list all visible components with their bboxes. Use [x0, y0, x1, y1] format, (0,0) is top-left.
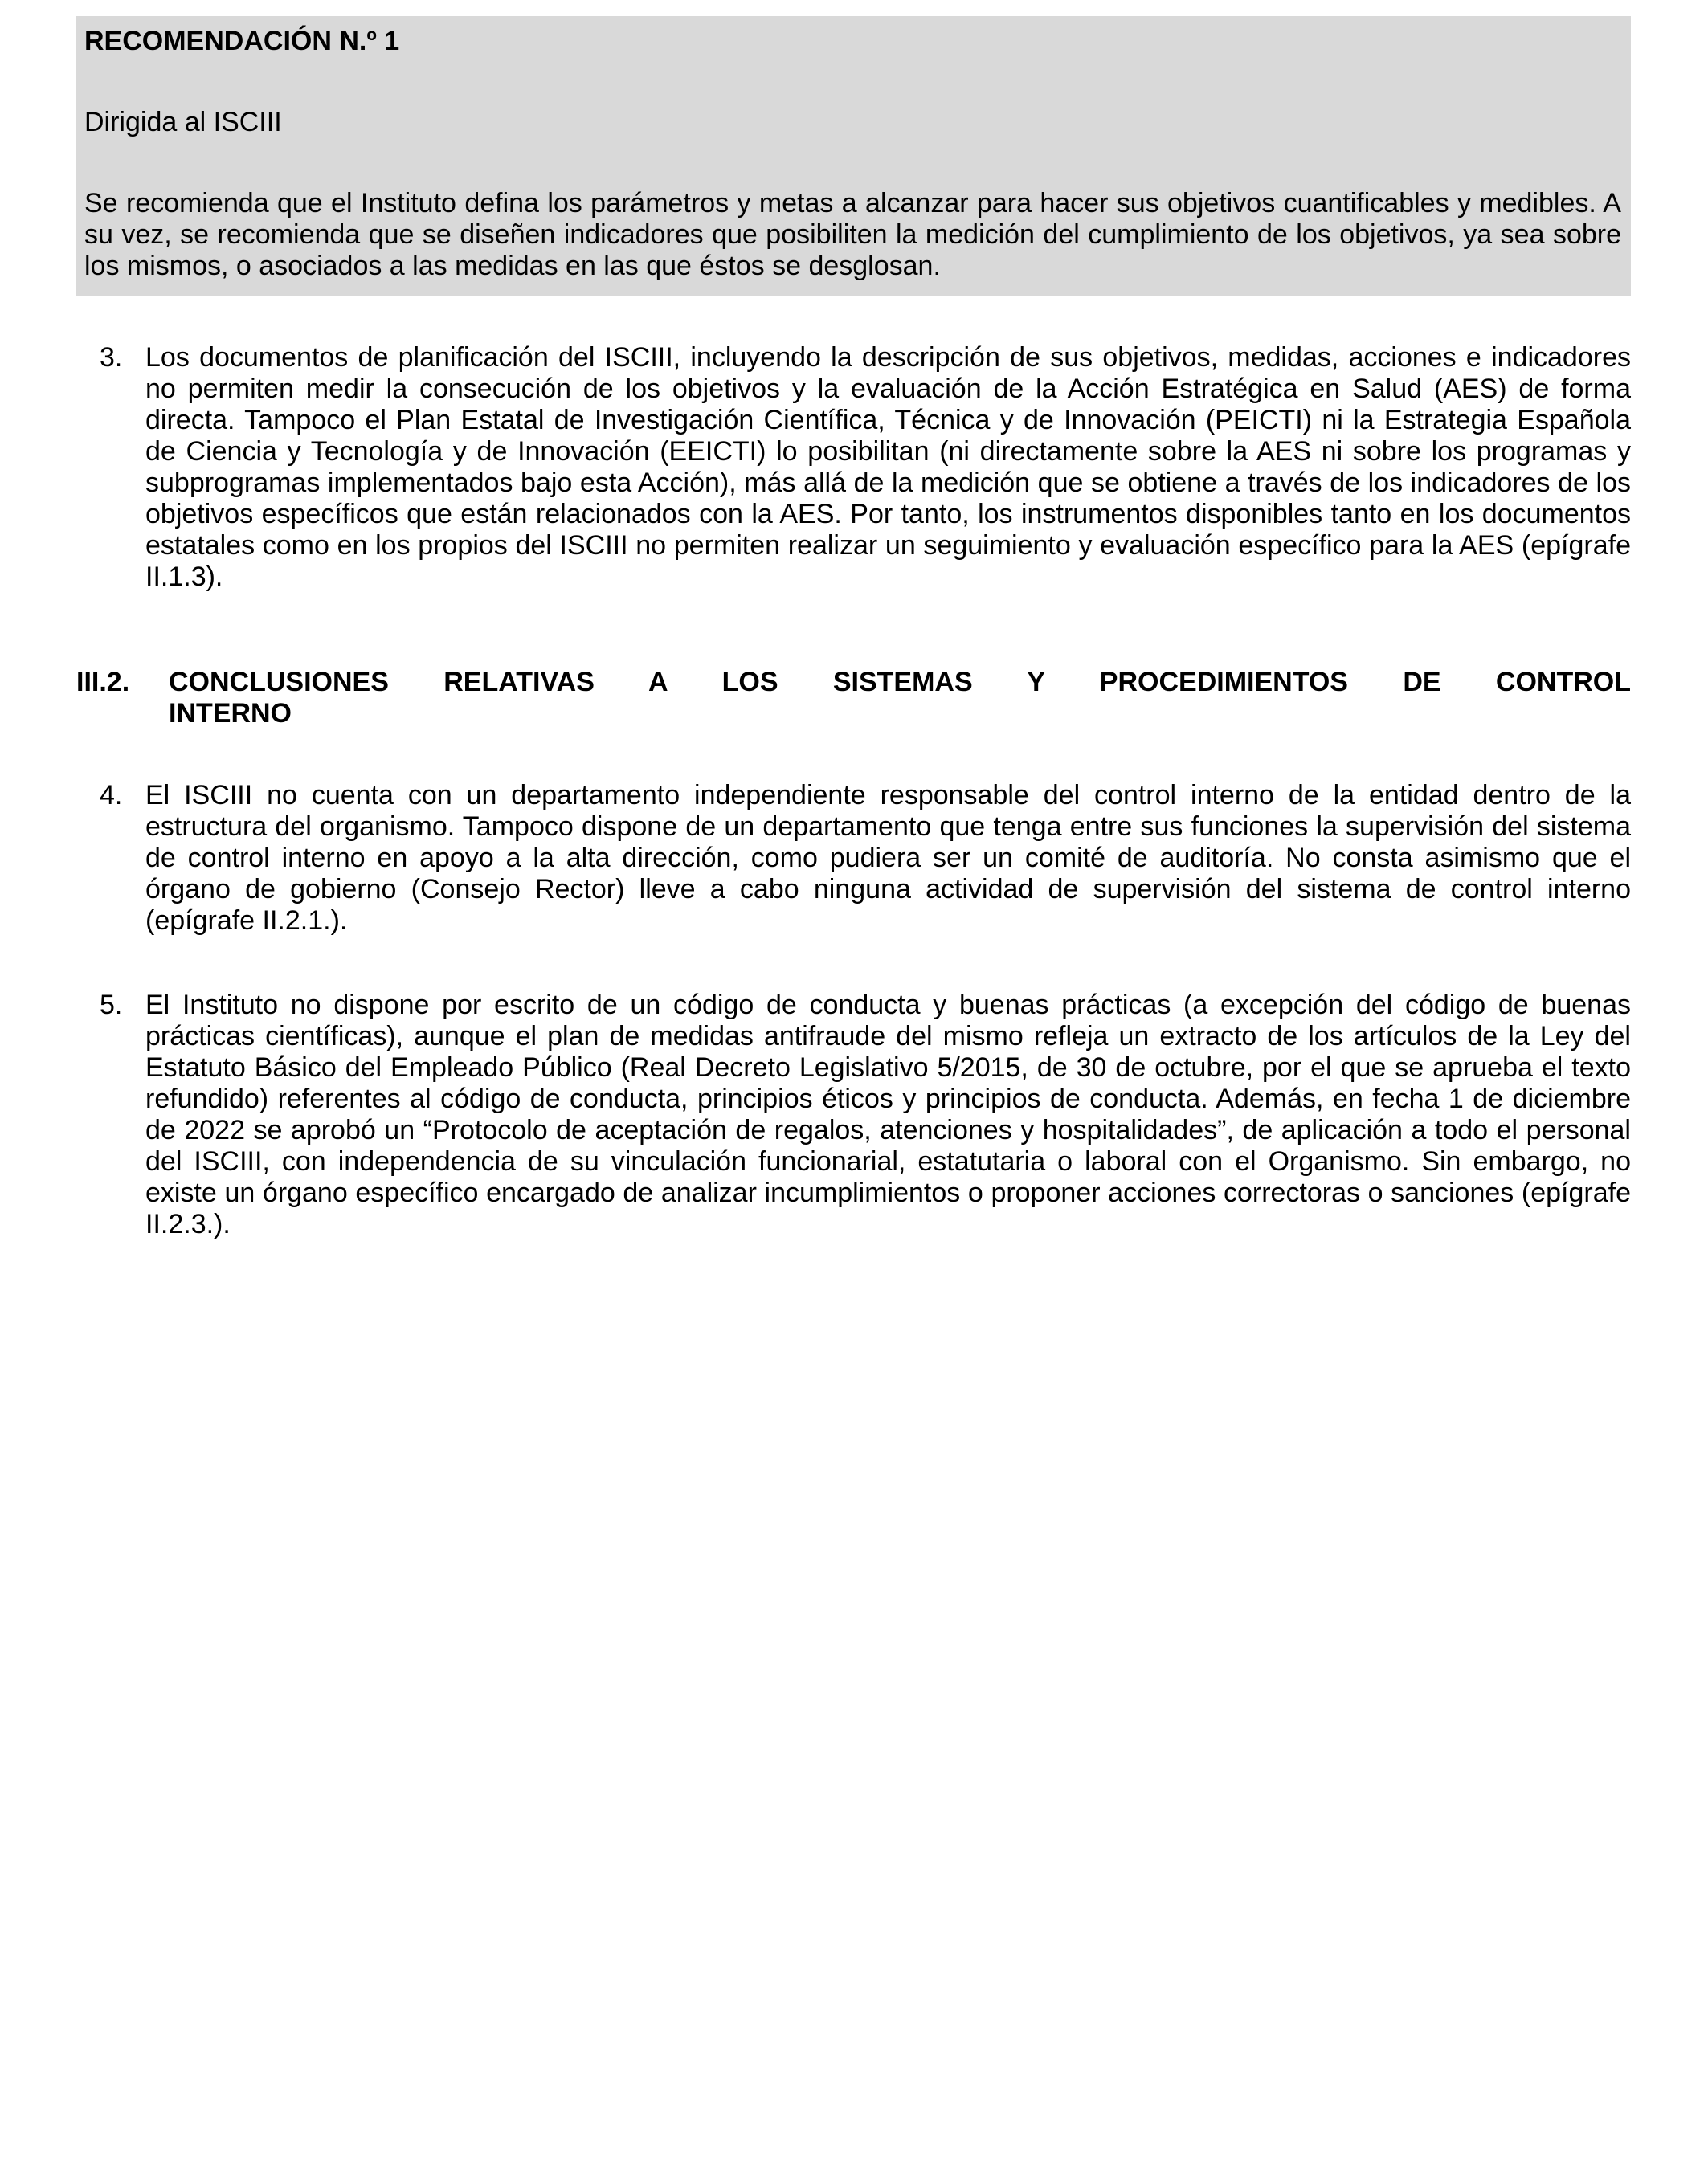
item-number: 5.	[100, 990, 123, 1020]
conclusion-item-5	[76, 990, 1631, 1240]
section-heading-line-1: CONCLUSIONES RELATIVAS A LOS SISTEMAS Y PROCEDIMIENTOS DE CONTROL	[169, 667, 1631, 697]
conclusion-item-4	[76, 780, 1631, 937]
item-text: El Instituto no dispone por escrito de un código de conducta y buenas prácticas (a excepción del código de buenas prácticas científicas), aunque el plan de medidas antifraude del mismo refleja un extracto de los artículos de la Ley del Estatuto Básico del Empleado Público (Real Decreto Legislativo 5/2015, de 30 de octubre, por el que se aprueba el texto refundido) referentes al código de conducta, principios éticos y principios de conducta. Además, en fecha 1 de diciembre de 2022 se aprobó un “Protocolo de aceptación de regalos, atenciones y hospitalidades”, de aplicación a todo el personal del ISCIII, con independencia de su vinculación funcionarial, estatutaria o laboral con el Organismo. Sin embargo, no existe un órgano específico encargado de analizar incumplimientos o proponer acciones correctoras o sanciones (epígrafe II.2.3.).	[145, 990, 1631, 1239]
item-text: Los documentos de planificación del ISCIII, incluyendo la descripción de sus objetivos, medidas, acciones e indicadores no permiten medir la consecución de los objetivos y la evaluación de la Acción Estratégica en Salud (AES) de forma directa. Tampoco el Plan Estatal de Investigación Científica, Técnica y de Innovación (PEICTI) ni la Estrategia Española de Ciencia y Tecnología y de Innovación (EEICTI) lo posibilitan (ni directamente sobre la AES ni sobre los programas y subprogramas implementados bajo esta Acción), más allá de la medición que se obtiene a través de los indicadores de los objetivos específicos que están relacionados con la AES. Por tanto, los instrumentos disponibles tanto en los documentos estatales como en los propios del ISCIII no permiten realizar un seguimiento y evaluación específico para la AES (epígrafe II.1.3).	[145, 342, 1631, 592]
item-text: El ISCIII no cuenta con un departamento independiente responsable del control interno de la entidad dentro de la estructura del organismo. Tampoco dispone de un departamento que tenga entre sus funciones la supervisión del sistema de control interno en apoyo a la alta dirección, como pudiera ser un comité de auditoría. No consta asimismo que el órgano de gobierno (Consejo Rector) lleve a cabo ninguna actividad de supervisión del sistema de control interno (epígrafe II.2.1.).	[145, 780, 1631, 936]
section-heading	[76, 667, 1631, 729]
section-heading-line-2: INTERNO	[169, 698, 292, 729]
section-heading-number: III.2.	[76, 667, 130, 697]
item-number: 3.	[100, 342, 123, 373]
item-number: 4.	[100, 780, 123, 810]
section-heading-text	[169, 667, 1631, 729]
recommendation-body: Se recomienda que el Instituto defina los parámetros y metas a alcanzar para hacer sus objetivos cuantificables y medibles. A su vez, se recomienda que se diseñen indicadores que posibiliten la medición del cumplimiento de los objetivos, ya sea sobre los mismos, o asociados a las medidas en las que éstos se desglosan.	[84, 188, 1621, 281]
recommendation-box	[76, 16, 1631, 296]
conclusion-item-3	[76, 342, 1631, 593]
recommendation-title: RECOMENDACIÓN N.º 1	[84, 26, 400, 56]
recommendation-addressee: Dirigida al ISCIII	[84, 107, 282, 137]
